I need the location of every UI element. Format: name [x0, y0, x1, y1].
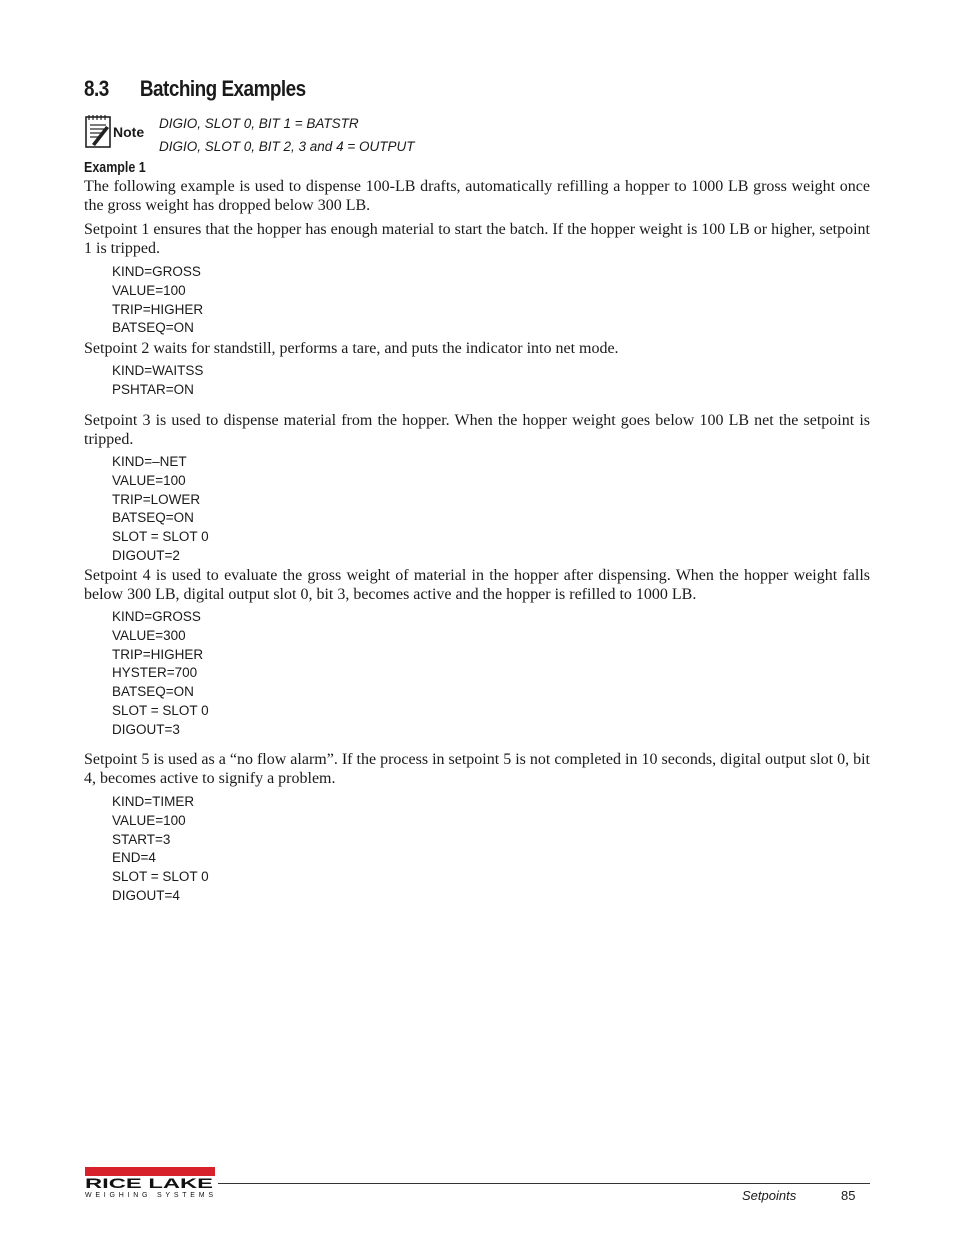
page-number: 85 — [841, 1188, 856, 1203]
setpoint-3-config — [112, 453, 209, 566]
example-heading: Example 1 — [84, 160, 146, 176]
config-line: START=3 — [112, 831, 171, 847]
config-line: KIND=–NET — [112, 454, 187, 469]
config-line: DIGOUT=3 — [112, 721, 180, 737]
intro-paragraph: The following example is used to dispense 100-LB drafts, automatically refilling a hopper to 1000 LB gross weight once the gross weight has dropped below 300 LB. — [84, 178, 870, 214]
section-number: 8.3 — [84, 76, 109, 101]
config-line: VALUE=300 — [112, 627, 186, 643]
setpoint-1-paragraph: Setpoint 1 ensures that the hopper has enough material to start the batch. If the hopper weight is 100 LB or higher, setpoint 1 is tripped. — [84, 221, 870, 257]
footer-rule — [218, 1183, 870, 1184]
note-lines — [159, 112, 414, 158]
footer-section-name: Setpoints — [742, 1188, 797, 1203]
setpoint-4-config — [112, 608, 209, 740]
note-block — [84, 112, 870, 152]
config-line: PSHTAR=ON — [112, 381, 194, 397]
config-line: KIND=GROSS — [112, 609, 201, 624]
note-line: DIGIO, SLOT 0, BIT 2, 3 and 4 = OUTPUT — [159, 139, 415, 154]
config-line: KIND=TIMER — [112, 794, 195, 809]
setpoint-5-config — [112, 793, 209, 906]
logo-subtext: WEIGHING SYSTEMS — [85, 1192, 213, 1199]
config-line: DIGOUT=4 — [112, 887, 180, 903]
section-title: Batching Examples — [139, 76, 306, 101]
config-line: BATSEQ=ON — [112, 510, 194, 526]
config-line: VALUE=100 — [112, 282, 186, 298]
config-line: KIND=GROSS — [112, 264, 201, 279]
config-line: TRIP=LOWER — [112, 491, 201, 507]
note-line: DIGIO, SLOT 0, BIT 1 = BATSTR — [159, 116, 359, 131]
setpoint-3-paragraph: Setpoint 3 is used to dispense material from the hopper. When the hopper weight goes below 100 LB net the setpoint is tripped. — [84, 412, 870, 448]
config-line: SLOT = SLOT 0 — [112, 702, 209, 718]
config-line: VALUE=100 — [112, 812, 186, 828]
config-line: SLOT = SLOT 0 — [112, 529, 209, 545]
setpoint-2-config — [112, 362, 203, 400]
note-label: Note — [113, 124, 145, 140]
config-line: SLOT = SLOT 0 — [112, 869, 209, 885]
setpoint-1-config — [112, 263, 203, 338]
config-line: END=4 — [112, 850, 156, 866]
config-line: KIND=WAITSS — [112, 363, 204, 378]
config-line: BATSEQ=ON — [112, 320, 194, 336]
rice-lake-logo — [85, 1167, 217, 1199]
logo-wordmark: RICE LAKE — [85, 1175, 213, 1191]
setpoint-2-paragraph: Setpoint 2 waits for standstill, performs a tare, and puts the indicator into net mode. — [84, 340, 619, 357]
section-heading — [84, 76, 306, 102]
config-line: BATSEQ=ON — [112, 684, 194, 700]
config-line: VALUE=100 — [112, 472, 186, 488]
config-line: HYSTER=700 — [112, 665, 198, 681]
config-line: TRIP=HIGHER — [112, 301, 204, 317]
config-line: TRIP=HIGHER — [112, 646, 204, 662]
setpoint-5-paragraph: Setpoint 5 is used as a “no flow alarm”. If the process in setpoint 5 is not completed in 10 seconds, digital output slot 0, bit 4, becomes active to signify a problem. — [84, 751, 870, 787]
config-line: DIGOUT=2 — [112, 547, 180, 563]
note-icon — [84, 114, 152, 150]
setpoint-4-paragraph: Setpoint 4 is used to evaluate the gross weight of material in the hopper after dispensing. When the hopper weight falls below 300 LB, digital output slot 0, bit 3, becomes active and the hopper is refilled to 1000 LB. — [84, 567, 870, 603]
